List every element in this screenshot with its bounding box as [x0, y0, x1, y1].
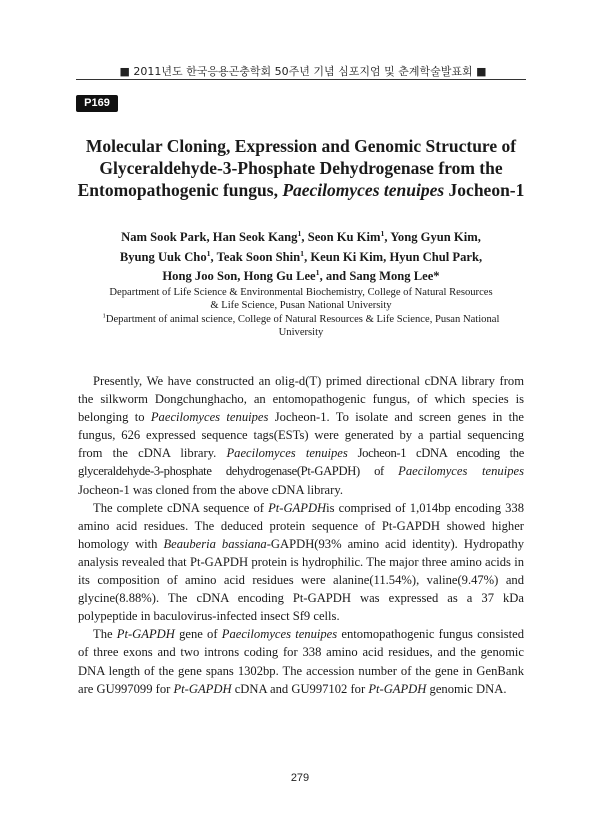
author: Sang Mong Lee* [349, 269, 440, 283]
species-name: Paecilomyces tenuipes [221, 627, 338, 642]
text-run: The complete cDNA sequence of [93, 500, 269, 515]
author-separator: , [237, 269, 244, 283]
text-run: genomic DNA. [426, 681, 507, 696]
text-run: Jocheon-1. To isolate and screen genes in the fungus, 626 expressed sequence tags(ESTs) were generated by a partial sequencing from the cDNA library. [78, 410, 524, 461]
text-run: is comprised of 1,014bp encoding 338 amino acid residues. The deduced protein sequence of Pt-GAPDH showed higher homology with [78, 500, 524, 551]
author-separator: , [477, 230, 481, 244]
author-affiliation-mark: 1 [297, 228, 302, 238]
title-species: Paecilomyces tenuipes [282, 180, 445, 200]
text-run: gene of [174, 627, 222, 642]
author: Keun Ki Kim [310, 249, 384, 264]
text-run: Jocheon-1 cDNA encoding the glyceraldehyde-3-phosphate dehydrogenase(Pt-GAPDH) of [78, 446, 524, 479]
title-line-2: Glyceraldehyde-3-Phosphate Dehydrogenase from the [99, 158, 503, 178]
title-line-1: Molecular Cloning, Expression and Genomic Structure of [85, 136, 517, 156]
abstract-body [78, 372, 524, 698]
header-rule [76, 79, 526, 80]
text-run: Jocheon-1 was cloned from the above cDNA library. [78, 482, 343, 497]
author: Yong Gyun Kim [390, 230, 478, 244]
affiliation-2-line-2: University [278, 326, 324, 338]
author: Nam Sook Park [121, 230, 207, 244]
running-header: ■ 2011년도 한국응용곤충학회 50주년 기념 심포지엄 및 춘계학술발표회 ■ [119, 65, 487, 78]
gene-name: Pt-GAPDH [268, 500, 327, 515]
affiliation-2-mark: 1 [102, 312, 106, 320]
affiliation-1-line-1: Department of Life Science & Environmental Biochemistry, College of Natural Resources [109, 287, 493, 298]
text-run: Presently, We have constructed an olig-d(T) primed directional cDNA library from the silkworm Dongchunghacho, an entomopathogenic fungus, of which species is belonging to [78, 374, 524, 425]
text-run: cDNA and GU997102 for [231, 681, 369, 696]
title-line-3-suffix: Jocheon-1 [444, 180, 525, 200]
species-name: Paecilomyces tenuipes [150, 410, 269, 425]
affiliation-1-line-2: & Life Science, Pusan National University [210, 300, 392, 312]
text-run: entomopathogenic fungus consisted of three exons and two introns coding for 338 amino acid residues, and the genomic DNA length of the gene spans 1302bp. The accession number of the gene in GenBank are GU997099 for [78, 627, 524, 696]
author-list [70, 228, 532, 287]
author: Teak Soon Shin [216, 249, 301, 264]
page-number: 279 [290, 772, 310, 784]
author-separator: , [210, 249, 217, 264]
gene-name: Pt-GAPDH [173, 681, 232, 696]
affiliations [70, 286, 532, 339]
affiliation-2-line-1: Department of animal science, College of Natural Resources & Life Science, Pusan National [105, 313, 500, 325]
gene-name: Pt-GAPDH [368, 681, 427, 696]
species-name: Paecilomyces tenuipes [226, 446, 348, 461]
abstract-paragraph-1 [78, 372, 524, 499]
species-name: Paecilomyces tenuipes [398, 464, 524, 479]
author: Han Seok Kang [212, 230, 298, 244]
text-run: The [93, 627, 117, 642]
author-last-separator: , and [319, 269, 350, 283]
text-run: -GAPDH(93% amino acid identity). Hydropathy analysis revealed that Pt-GAPDH protein is hydrophilic. The major three amino acids in its composition of amino acid residues were alanine(11.54%), valine(9.47%) and glycine(8.88%). The cDNA encoding Pt-GAPDH was expressed as a 37 kDa polypeptide in baculovirus-infected insect Sf9 cells. [78, 536, 524, 624]
author: Hong Gu Lee [243, 269, 316, 283]
author-affiliation-mark: 1 [300, 248, 305, 258]
author-separator: , [383, 249, 390, 264]
affiliation-2 [70, 313, 532, 340]
author-separator: , [479, 249, 483, 264]
author-affiliation-mark: 1 [380, 228, 385, 238]
author-separator: , [301, 230, 308, 244]
author: Hong Joo Son [162, 269, 238, 283]
poster-number-badge: P169 [76, 95, 118, 112]
author-separator: , [384, 230, 391, 244]
title-line-3-prefix: Entomopathogenic fungus, [77, 180, 283, 200]
author-affiliation-mark: 1 [206, 248, 211, 258]
species-name: Beauberia bassiana [163, 536, 267, 551]
author: Byung Uuk Cho [119, 249, 207, 264]
author: Seon Ku Kim [307, 230, 381, 244]
abstract-paragraph-2 [78, 499, 524, 626]
author-affiliation-mark: 1 [315, 267, 320, 277]
affiliation-1 [70, 286, 532, 313]
author-separator: , [304, 249, 311, 264]
gene-name: Pt-GAPDH [116, 627, 175, 642]
paper-title [70, 135, 532, 201]
author-separator: , [206, 230, 213, 244]
abstract-paragraph-3 [78, 625, 524, 697]
author: Hyun Chul Park [389, 249, 480, 264]
